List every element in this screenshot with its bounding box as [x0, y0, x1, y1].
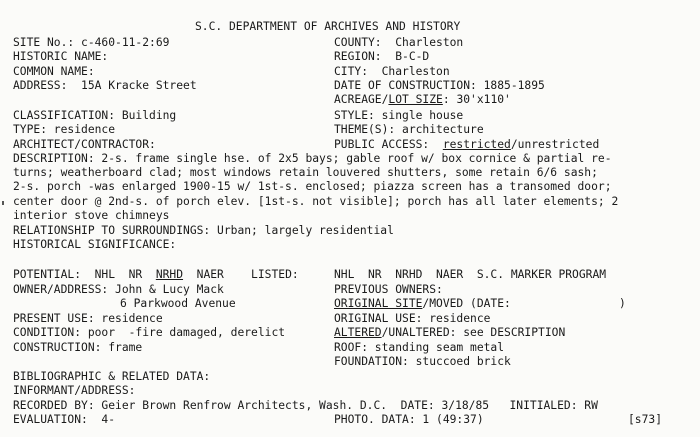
common-name: COMMON NAME:: [13, 65, 95, 78]
historic-name: HISTORIC NAME:: [13, 50, 109, 63]
owner-address: OWNER/ADDRESS: John & Lucy Mack: [13, 283, 224, 296]
roof: ROOF: standing seam metal: [334, 341, 505, 354]
scan-speck: [2, 201, 4, 205]
description-line: DESCRIPTION: 2-s. frame single hse. of 2x5 bays; gable roof w/ box cornice & partial re-: [13, 152, 612, 165]
description-line: 2-s. porch -was enlarged 1900-15 w/ 1st-s. enclosed; piazza screen has a transomed door;: [13, 180, 612, 193]
style: STYLE: single house: [334, 109, 464, 122]
county: COUNTY: Charleston: [334, 36, 464, 49]
description-line: center door @ 2nd-s. of porch elev. [1st-s. not visible]; porch has all later elements; 2: [13, 195, 619, 208]
historical-significance: HISTORICAL SIGNIFICANCE:: [13, 238, 177, 251]
moved-date-close: ): [619, 297, 626, 310]
original-use: ORIGINAL USE: residence: [334, 312, 491, 325]
listed-options: NHL NR NRHD NAER S.C. MARKER PROGRAM: [334, 268, 607, 281]
informant-address: INFORMANT/ADDRESS:: [13, 384, 136, 397]
reference-code: [s73]: [628, 413, 663, 426]
evaluation: EVALUATION: 4-: [13, 413, 116, 426]
public-access: PUBLIC ACCESS: restricted/unrestricted: [334, 138, 600, 151]
foundation: FOUNDATION: stuccoed brick: [334, 355, 511, 368]
themes: THEME(S): architecture: [334, 123, 484, 136]
relationship-to-surroundings: RELATIONSHIP TO SURROUNDINGS: Urban; largely residential: [13, 224, 394, 237]
condition: CONDITION: poor -fire damaged, derelict: [13, 326, 286, 339]
potential: POTENTIAL: NHL NR NRHD NAER LISTED:: [13, 268, 299, 281]
recorded-by: RECORDED BY: Geier Brown Renfrow Architects, Wash. D.C. DATE: 3/18/85 INITIALED: RW: [13, 399, 598, 412]
bibliographic-data: BIBLIOGRAPHIC & RELATED DATA:: [13, 370, 211, 383]
address: ADDRESS: 15A Kracke Street: [13, 79, 197, 92]
owner-street: [120, 297, 236, 310]
acreage-lot-size: ACREAGE/LOT SIZE: 30'x110': [334, 93, 511, 106]
date-of-construction: DATE OF CONSTRUCTION: 1885-1895: [334, 79, 545, 92]
form-header: S.C. DEPARTMENT OF ARCHIVES AND HISTORY: [195, 20, 461, 33]
region: REGION: B-C-D: [334, 50, 430, 63]
site-number: SITE No.: c-460-11-2:69: [13, 36, 170, 49]
present-use: PRESENT USE: residence: [13, 312, 163, 325]
city: CITY: Charleston: [334, 65, 450, 78]
description-line: turns; weatherboard clad; most windows retain louvered shutters, some retain 6/6 sash;: [13, 166, 598, 179]
description-line: interior stove chimneys: [13, 209, 170, 222]
original-site-moved: ORIGINAL SITE/MOVED (DATE:: [334, 297, 511, 310]
altered-unaltered: ALTERED/UNALTERED: see DESCRIPTION: [334, 326, 566, 339]
previous-owners: PREVIOUS OWNERS:: [334, 283, 443, 296]
type: TYPE: residence: [13, 123, 116, 136]
owner-street-number: 6: [120, 297, 127, 310]
construction: CONSTRUCTION: frame: [13, 341, 143, 354]
photo-data: PHOTO. DATA: 1 (49:37): [334, 413, 484, 426]
owner-street-name: Parkwood Avenue: [133, 297, 236, 310]
classification: CLASSIFICATION: Building: [13, 109, 177, 122]
architect-contractor: ARCHITECT/CONTRACTOR:: [13, 138, 156, 151]
